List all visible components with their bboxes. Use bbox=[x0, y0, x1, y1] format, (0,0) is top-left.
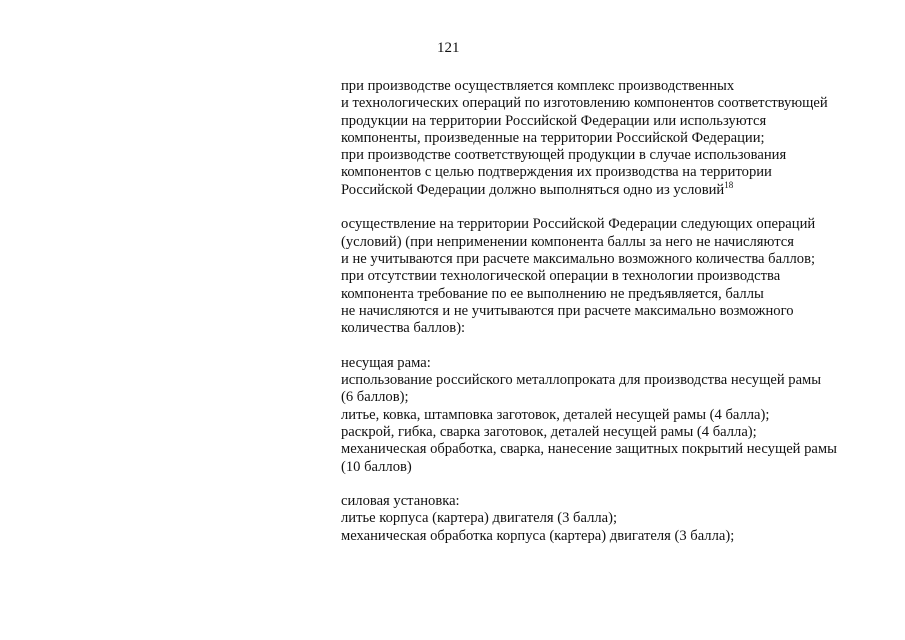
page-number: 121 bbox=[437, 40, 460, 56]
document-body bbox=[341, 78, 881, 562]
text-line: раскрой, гибка, сварка заготовок, деталей несущей рамы (4 балла); bbox=[341, 423, 757, 440]
text-line: механическая обработка корпуса (картера) двигателя (3 балла); bbox=[341, 527, 735, 544]
paragraph-operations bbox=[341, 216, 881, 337]
paragraph-frame bbox=[341, 355, 881, 476]
text-line: (6 баллов); bbox=[341, 389, 409, 406]
text-line: и технологических операций по изготовлению компонентов соответствующей bbox=[341, 95, 828, 112]
text-line: продукции на территории Российской Федерации или используются bbox=[341, 112, 767, 129]
text-line-with-footnote bbox=[341, 179, 881, 199]
text-line: (10 баллов) bbox=[341, 458, 412, 475]
text-line: не начисляются и не учитываются при расчете максимально возможного bbox=[341, 302, 794, 319]
footnote-reference[interactable]: 18 bbox=[724, 179, 734, 190]
text-line: литье, ковка, штамповка заготовок, деталей несущей рамы (4 балла); bbox=[341, 406, 770, 423]
text-line: (условий) (при неприменении компонента баллы за него не начисляются bbox=[341, 233, 794, 250]
paragraph-power-unit bbox=[341, 493, 881, 545]
text-line: использование российского металлопроката для производства несущей рамы bbox=[341, 372, 822, 389]
text-line: литье корпуса (картера) двигателя (3 балла); bbox=[341, 510, 618, 527]
text-line: механическая обработка, сварка, нанесение защитных покрытий несущей рамы bbox=[341, 441, 837, 458]
text-line: и не учитываются при расчете максимально возможного количества баллов; bbox=[341, 250, 816, 267]
text-line: компоненты, произведенные на территории Российской Федерации; bbox=[341, 129, 765, 146]
text-line: осуществление на территории Российской Федерации следующих операций bbox=[341, 216, 816, 233]
text-line: при отсутствии технологической операции в технологии производства bbox=[341, 268, 781, 285]
text-line: компонентов с целью подтверждения их производства на территории bbox=[341, 164, 772, 181]
text-line: Российской Федерации должно выполняться одно из условий bbox=[341, 181, 725, 198]
text-line: количества баллов): bbox=[341, 320, 466, 337]
section-heading: силовая установка: bbox=[341, 493, 460, 510]
text-line: при производстве соответствующей продукции в случае использования bbox=[341, 147, 787, 164]
text-line: при производстве осуществляется комплекс производственных bbox=[341, 78, 735, 94]
section-heading: несущая рама: bbox=[341, 354, 431, 371]
paragraph-production-conditions bbox=[341, 78, 881, 199]
text-line: компонента требование по ее выполнению не предъявляется, баллы bbox=[341, 285, 764, 302]
